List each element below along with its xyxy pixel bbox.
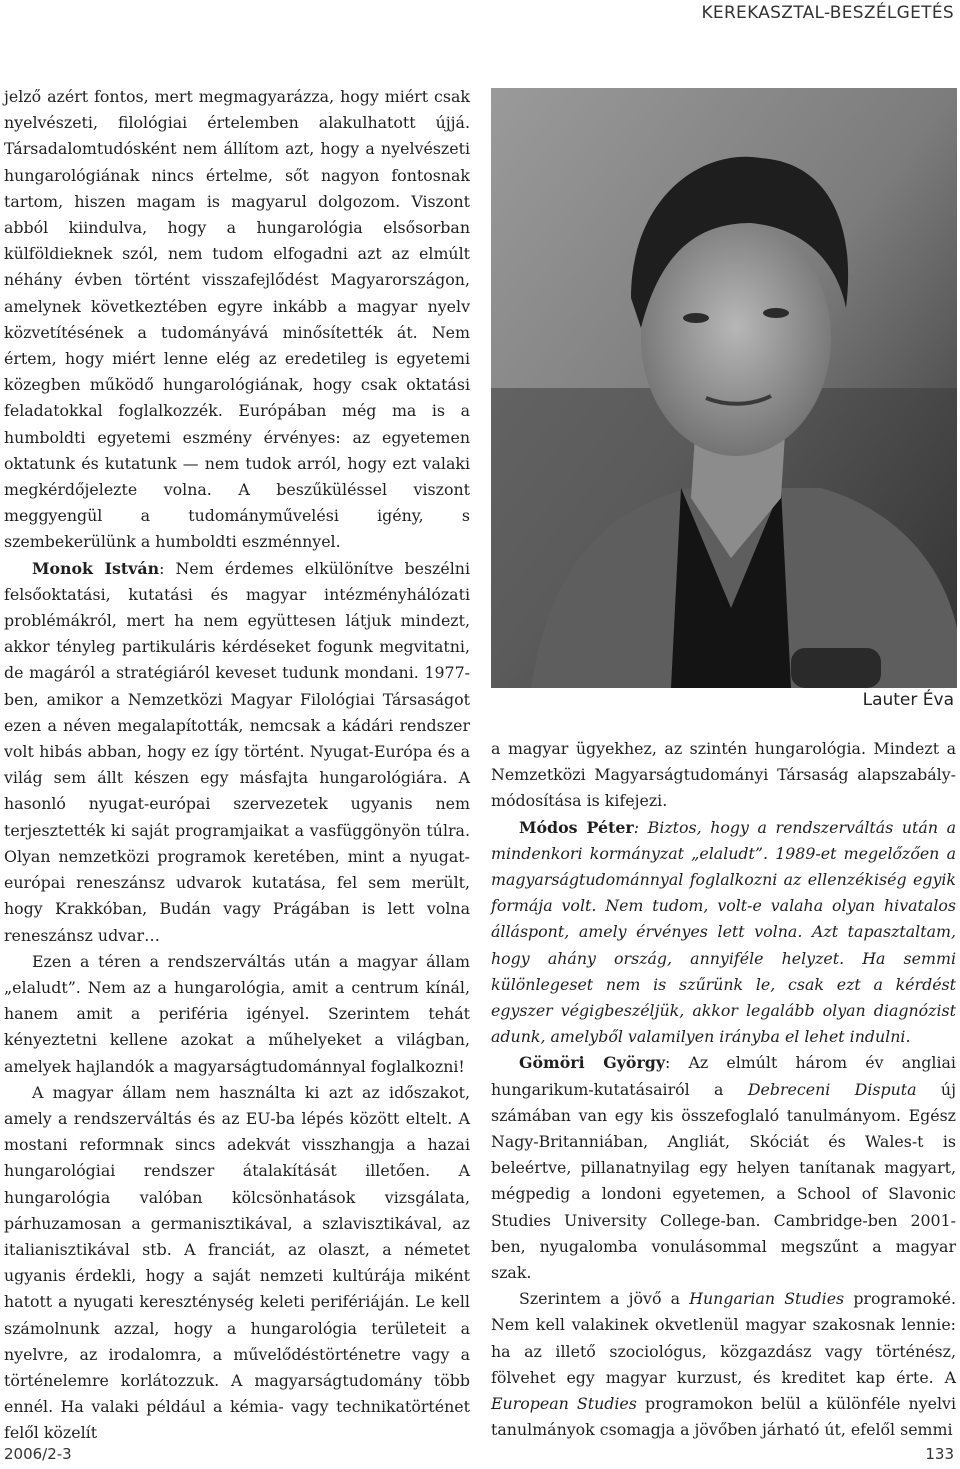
left-column — [4, 84, 470, 1447]
program-title: European Studies — [491, 1394, 637, 1414]
paragraph: a magyar ügyekhez, az szintén hungarológia. Mindezt a Nemzetközi Magyarságtudományi Társaság alapszabály-módosítása is kifejezi. — [491, 739, 956, 811]
paragraph — [491, 815, 956, 1051]
paragraph: Ezen a téren a rendszerváltás után a magyar állam „elaludt”. Nem az a hungarológia, amit a centrum kínál, hanem amit a periféria igényel. Szerintem tehát kényeztetni kellene azokat a műhelyeket a világban, amelyek hajlandók a magyarságtudománnyal foglalkozni! — [4, 951, 470, 1076]
paragraph: A magyar állam nem használta ki azt az időszakot, amely a rendszerváltás és az EU-ba lépés között eltelt. A mostani reformnak sincs adekvát visszhangja a hazai hungarológiai rendszer átalakítását illetően. A hungarológia valóban kölcsönhatások vizsgálata, párhuzamosan a germanisztikával, a szlavisztikával, az italianisztikával stb. A franciát, az olaszt, a németet ugyanis érdekli, hogy a saját nemzeti kultúrája miként hatott a nyugati kereszténység keleti perifériáján. Le kell számolnunk azzal, hogy a hungarológia területeit a nyelvre, az irodalomra, a művelődéstörténetre vagy a történelemre korlátozzuk. A magyarságtudomány több ennél. Ha valaki például a kémia- vagy technikatörténet felől közelít — [4, 1082, 470, 1443]
paragraph-text: : Biztos, hogy a rendszerváltás után a mindenkori kormányzat „elaludt”. 1989-et megelőzően a magyarságtudománnyal foglalkozni az ellenzékiség egyik formája volt. Nem tudom, volt-e valaha olyan hivatalos álláspont, amely érvényes lett volna. Azt tapasztaltam, hogy ahány ország, annyiféle helyzet. Ha semmi különlegeset nem is szűrünk le, csak ezt a kérdést egyszer végigbeszéljük, akkor legalább olyan diagnózist adunk, amelyből valamilyen irányba el lehet indulni. — [491, 817, 956, 1047]
speaker-name: Monok István — [32, 558, 160, 578]
paragraph-text: : Nem érdemes elkülönítve beszélni felsőoktatási, kutatási és magyar intézményhálózati problémákról, mert ha nem együttesen látjuk mindezt, akkor tényleg partikuláris kérdéseket fogunk megvitatni, de magáról a stratégiáról keveset tudunk mondani. 1977-ben, amikor a Nemzetközi Magyar Filológiai Társaságot ezen a néven megalapították, nemcsak a kádári rendszer volt hibás abban, hogy ez így történt. Nyugat-Európa és a világ sem állt készen egy másfajta hungarológiára. A hasonló nyugat-európai szervezetek ugyanis nem terjesztették ki saját programjaikat a vasfüggönyön túlra. Olyan nemzetközi programok keretében, mint a nyugat-európai reneszánsz udvarok kutatása, fel sem merült, hogy Krakkóban, Budán vagy Prágában is lett volna reneszánsz udvar… — [4, 558, 470, 945]
portrait-photo — [491, 88, 957, 688]
portrait-photo-icon — [491, 88, 957, 688]
paragraph-text: Szerintem a jövő a — [519, 1289, 690, 1309]
page-number: 133 — [925, 1445, 954, 1463]
paragraph — [491, 1050, 956, 1286]
program-title: Hungarian Studies — [689, 1289, 845, 1309]
paragraph — [491, 1286, 956, 1443]
running-head: KEREKASZTAL-BESZÉLGETÉS — [701, 3, 954, 23]
paragraph — [4, 556, 470, 949]
paragraph-text: : Az elmúlt három év angliai hungarikum-kutatásairól a — [491, 1053, 956, 1099]
right-column — [491, 736, 956, 1443]
speaker-name: Gömöri György — [519, 1053, 665, 1073]
journal-title: Debreceni Disputa — [747, 1079, 917, 1099]
paragraph: jelző azért fontos, mert megmagyarázza, hogy miért csak nyelvészeti, filológiai értelemben alakulhatott újjá. Társadalomtudósként nem állítom azt, hogy a nyelvészeti hungarológiának nincs értelme, sőt nagyon fontosnak tartom, hiszen magam is magyarul dolgozom. Viszont abból kiindulva, hogy a hungarológia elsősorban külföldieknek szól, nem tudom elfogadni azt az elmúlt néhány évben történt visszafejlődést Magyarországon, amelynek következtében egyre inkább a magyar nyelv közvetítésének a tudományává minősítették át. Nem értem, hogy miért lenne elég az eredetileg is egyetemi közegben működő hungarológiának, hogy csak oktatási feladatokkal foglalkozzék. Európában még ma is a humboldti egyetemi eszmény érvényes: az egyetemen oktatunk és kutatunk — nem tudok arról, hogy ezt valaki megkérdőjelezte volna. A beszűküléssel viszont meggyengül a tudományművelési igény, s szembekerülünk a humboldti eszménnyel. — [4, 87, 470, 552]
photo-caption: Lauter Éva — [862, 690, 954, 710]
issue-number: 2006/2-3 — [4, 1445, 72, 1463]
paragraph-text: programoké. Nem kell valakinek okvetlenül magyar szakosnak lennie: ha az illető szociológus, közgazdász vagy történész, fölvehet egy magyar kurzust, és kreditet kap érte. A — [491, 1289, 957, 1387]
speaker-name: Módos Péter — [519, 817, 634, 837]
paragraph-text: új számában van egy kis összefoglaló tanulmányom. Egész Nagy-Britanniában, Angliát, Skóciát és Wales-t is beleértve, pillanatnyilag egy helyen tanítanak magyart, mégpedig a londoni egyetemen, a School of Slavonic Studies University College-ban. Cambridge-ben 2001-ben, nyugalomba vonulásommal megszűnt a magyar szak. — [491, 1079, 956, 1283]
paragraph-text: programokon belül a különféle nyelvi tanulmányok csomagja a jövőben járható út, efelől semmi — [491, 1394, 956, 1440]
